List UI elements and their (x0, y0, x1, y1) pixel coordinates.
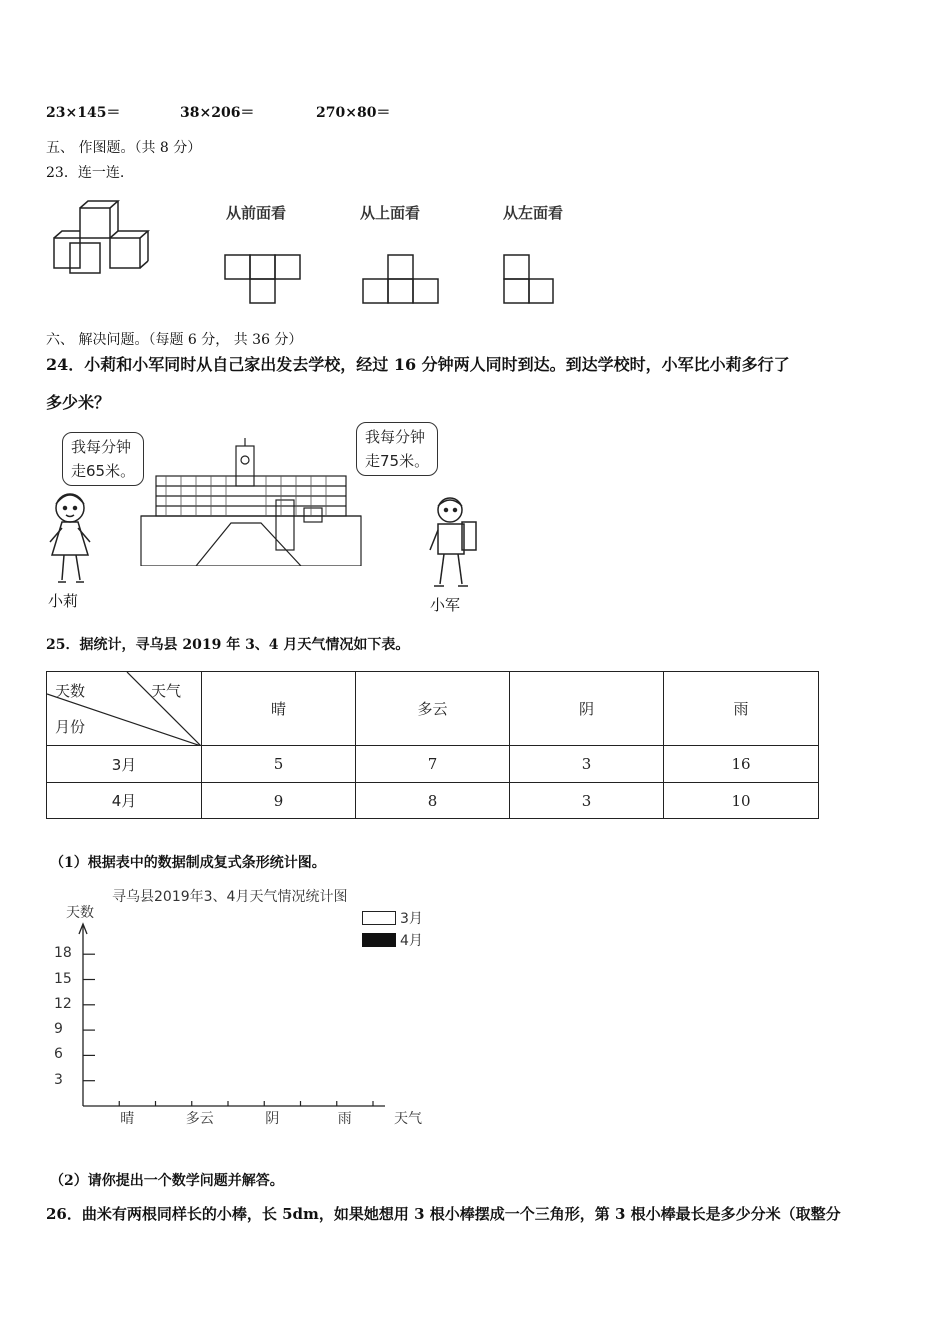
girl-figure (40, 480, 100, 588)
legend-label-april: 4月 (400, 933, 423, 949)
chart-title: 寻乌县2019年3、4月天气情况统计图 (112, 889, 348, 905)
chart-x-axis-label: 天气 (394, 1111, 422, 1127)
x-category-label: 雨 (337, 1111, 352, 1127)
x-category-label: 多云 (185, 1111, 214, 1127)
left-view-shape (503, 254, 557, 306)
y-tick-label: 3 (54, 1071, 63, 1088)
question-23-text: 23．连一连. (46, 165, 125, 181)
table-header-row (47, 672, 819, 746)
corner-month-label: 月份 (55, 718, 86, 736)
calc-expression-2: 38×206＝ (180, 105, 255, 121)
section-5-heading: 五、 作图题。（共 8 分） (46, 140, 202, 156)
cube-stack-figure (50, 198, 160, 276)
x-category-label: 晴 (120, 1111, 135, 1127)
table-cell: 10 (664, 783, 819, 819)
corner-days-label: 天数 (55, 682, 86, 700)
calc-expression-1: 23×145＝ (46, 105, 121, 121)
boy-name-label: 小军 (430, 596, 461, 614)
view-left-label: 从左面看 (503, 204, 564, 222)
girl-name-label: 小莉 (48, 592, 79, 610)
y-tick-label: 18 (54, 945, 72, 962)
question-25-sub-2: （2）请你提出一个数学问题并解答。 (50, 1173, 284, 1189)
y-tick-label: 6 (54, 1046, 63, 1063)
y-tick-label: 15 (54, 970, 72, 987)
table-cell: 5 (202, 746, 356, 783)
school-building-figure (136, 438, 366, 566)
y-tick-label: 12 (54, 995, 72, 1012)
column-header: 雨 (664, 672, 819, 746)
view-top-label: 从上面看 (360, 204, 421, 222)
column-header: 阴 (510, 672, 664, 746)
question-25-sub-1: （1）根据表中的数据制成复式条形统计图。 (50, 855, 326, 871)
bubble-right-line-1: 我每分钟 (365, 428, 426, 446)
table-cell: 7 (356, 746, 510, 783)
bubble-left-line-1: 我每分钟 (71, 438, 132, 456)
table-corner-cell (47, 672, 202, 746)
speech-bubble-right (356, 422, 438, 476)
row-month-cell: 3月 (47, 746, 202, 783)
section-6-heading: 六、 解决问题。（每题 6 分， 共 36 分） (46, 332, 303, 348)
table-row (47, 783, 819, 819)
question-25-text: 25．据统计，寻乌县 2019 年 3、4 月天气情况如下表。 (46, 637, 410, 653)
question-24-line-2: 多少米？ (46, 393, 111, 412)
column-header: 多云 (356, 672, 510, 746)
column-header: 晴 (202, 672, 356, 746)
question-24-line-1: 24．小莉和小军同时从自己家出发去学校，经过 16 分钟两人同时到达。到达学校时，小军比小莉多行了 (46, 355, 790, 374)
x-category-label: 阴 (265, 1111, 280, 1127)
row-month-cell: 4月 (47, 783, 202, 819)
bar-chart-axes (40, 912, 390, 1128)
calc-expression-3: 270×80＝ (316, 105, 391, 121)
speech-bubble-left (62, 432, 144, 486)
table-cell: 16 (664, 746, 819, 783)
table-cell: 8 (356, 783, 510, 819)
chart-y-axis-label: 天数 (66, 905, 94, 921)
table-cell: 3 (510, 746, 664, 783)
corner-weather-label: 天气 (151, 682, 182, 700)
table-row (47, 746, 819, 783)
table-cell: 9 (202, 783, 356, 819)
boy-figure (424, 492, 484, 592)
top-view-shape (362, 254, 440, 306)
bubble-right-line-2: 走75米。 (365, 452, 430, 470)
weather-table (46, 671, 819, 819)
view-front-label: 从前面看 (226, 204, 287, 222)
question-26-text: 26．曲米有两根同样长的小棒，长 5dm，如果她想用 3 根小棒摆成一个三角形，第 3 根小棒最长是多少分米（取整分 (46, 1205, 841, 1223)
y-tick-label: 9 (54, 1021, 63, 1038)
bubble-left-line-2: 走65米。 (71, 462, 136, 480)
table-cell: 3 (510, 783, 664, 819)
legend-label-march: 3月 (400, 911, 423, 927)
front-view-shape (224, 254, 302, 306)
